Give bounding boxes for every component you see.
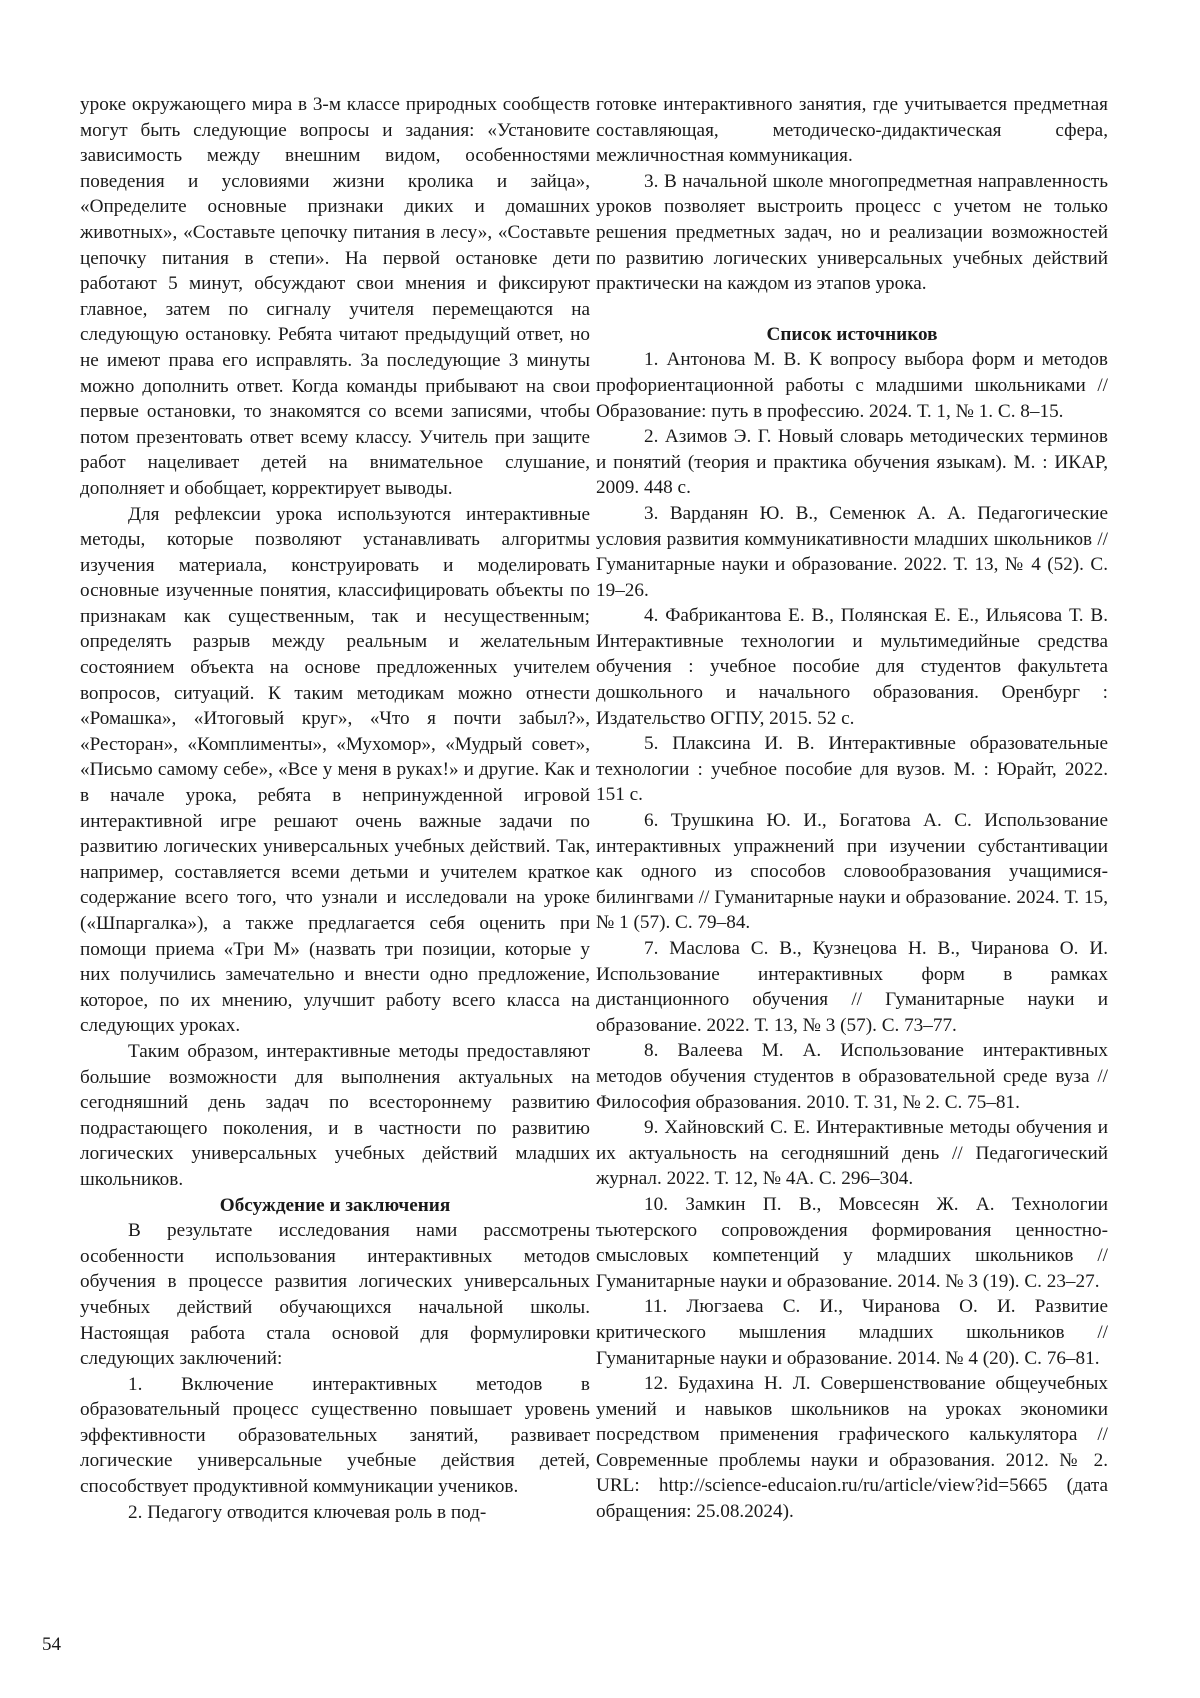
reference-list (596, 347, 1108, 1524)
conclusion-item: 3. В начальной школе многопредметная направленность уроков позволяет выстроить процесс с учетом не только решения предметных задач, но и реализации возможностей по развитию логических универсальных учебных действий практически на каждом из этапов урока. (596, 170, 1108, 295)
reference-item: 2. Азимов Э. Г. Новый словарь методических терминов и понятий (теория и практика обучения языкам). М. : ИКАР, 2009. 448 с. (596, 426, 1108, 499)
references-heading: Список источников (766, 323, 938, 345)
reference-item: 3. Варданян Ю. В., Семенюк А. А. Педагогические условия развития коммуникативности младших школьников // Гуманитарные науки и образование. 2022. Т. 13, № 4 (52). С. 19–26. (596, 502, 1108, 601)
page-number: 54 (42, 1634, 61, 1655)
reference-item: 12. Будахина Н. Л. Совершенствование общеучебных умений и навыков школьников на уроках экономики посредством применения графического калькулятора // Современные проблемы науки и образования. 2012. № 2. URL: http://science-educaion.ru/ru/article/view?id=5665 (дата обращения: 25.08.2024). (596, 1373, 1108, 1523)
reference-item: 6. Трушкина Ю. И., Богатова А. С. Использование интерактивных упражнений при изучении субстантивации как одного из способов словообразования учащимися-билингвами // Гуманитарные науки и образование. 2024. Т. 15, № 1 (57). С. 79–84. (596, 810, 1108, 934)
body-paragraph: Таким образом, интерактивные методы предоставляют большие возможности для выполнения актуальных на сегодняшний день задач по всестороннему развитию подрастающего поколения, и в частности по развитию логических универсальных учебных действий младших школьников. (80, 1040, 590, 1190)
section-heading-discussion: Обсуждение и заключения (219, 1194, 451, 1216)
conclusion-item: 1. Включение интерактивных методов в образовательный процесс существенно повышает уровень эффективности образовательных занятий, развивает логические универсальные учебные действия детей, способствует продуктивной коммуникации учеников. (80, 1373, 590, 1498)
body-paragraph: Для рефлексии урока используются интерактивные методы, которые позволяют устанавливать алгоритмы изучения материала, конструировать и моделировать основные изученные понятия, классифицировать объекты по признакам как существенным, так и несущественным; определять разрыв между реальным и желательным состоянием объекта на основе предложенных учителем вопросов, ситуаций. К таким методикам можно отнести «Ромашка», «Итоговый круг», «Что я почти забыл?», «Ресторан», «Комплименты», «Мухомор», «Мудрый совет», «Письмо самому себе», «Все у меня в руках!» и другие. Как и в начале урока, ребята в непринужденной игровой интерактивной игре решают очень важные задачи по развитию логических универсальных учебных действий. Так, например, составляется всеми детьми и учителем краткое содержание всего того, что узнали и исследовали на уроке («Шпаргалка»), а также предлагается себя оценить при помощи приема «Три М» (назвать три позиции, которые у них получились замечательно и внести одно предложение, которое, по их мнению, улучшит работу всего класса на следующих уроках. (80, 503, 590, 1037)
conclusion-item: 2. Педагогу отводится ключевая роль в под- (128, 1501, 487, 1523)
body-paragraph: уроке окружающего мира в 3-м классе природных сообществ могут быть следующие вопросы и задания: «Установите зависимость между внешним видом, особенностями поведения и условиями жизни кролика и зайца», «Определите основные признаки диких и домашних животных», «Составьте цепочку питания в лесу», «Составьте цепочку питания в степи». На первой остановке дети работают 5 минут, обсуждают свои мнения и фиксируют главное, затем по сигналу учителя перемещаются на следующую остановку. Ребята читают предыдущий ответ, но не имеют права его исправлять. За последующие 3 минуты можно дополнить ответ. Когда команды прибывают на свои первые остановки, то знакомятся со всеми записями, чтобы потом презентовать ответ всему классу. Учитель при защите работ нацеливает детей на внимательное слушание, дополняет и обобщает, корректирует выводы. (80, 94, 590, 499)
reference-item: 9. Хайновский С. Е. Интерактивные методы обучения и их актуальность на сегодняшний день // Педагогический журнал. 2022. Т. 12, № 4А. С. 296–304. (596, 1117, 1108, 1190)
body-paragraph: В результате исследования нами рассмотрены особенности использования интерактивных методов обучения в процессе развития логических универсальных учебных действий обучающихся начальной школы. Настоящая работа стала основой для формулировки следующих заключений: (80, 1220, 590, 1370)
reference-item: 11. Люгзаева С. И., Чиранова О. И. Развитие критического мышления младших школьников // Гуманитарные науки и образование. 2014. № 4 (20). С. 76–81. (596, 1296, 1108, 1369)
left-column (80, 92, 590, 1525)
reference-item: 1. Антонова М. В. К вопросу выбора форм и методов профориентационной работы с младшими школьниками // Образование: путь в профессию. 2024. Т. 1, № 1. С. 8–15. (596, 349, 1108, 422)
reference-item: 5. Плаксина И. В. Интерактивные образовательные технологии : учебное пособие для вузов. М. : Юрайт, 2022. 151 с. (596, 733, 1108, 806)
body-paragraph: готовке интерактивного занятия, где учитывается предметная составляющая, методическо-дидактическая сфера, межличностная коммуникация. (596, 94, 1108, 167)
reference-item: 10. Замкин П. В., Мовсесян Ж. А. Технологии тьютерского сопровождения формирования ценностно-смысловых компетенций у младших школьников // Гуманитарные науки и образование. 2014. № 3 (19). С. 23–27. (596, 1193, 1108, 1292)
right-column (596, 92, 1108, 1525)
reference-item: 4. Фабрикантова Е. В., Полянская Е. Е., Ильясова Т. В. Интерактивные технологии и мультимедийные средства обучения : учебное пособие для студентов факультета дошкольного и начального образования. Оренбург : Издательство ОГПУ, 2015. 52 с. (596, 605, 1108, 729)
reference-item: 7. Маслова С. В., Кузнецова Н. В., Чиранова О. И. Использование интерактивных форм в рамках дистанционного обучения // Гуманитарные науки и образование. 2022. Т. 13, № 3 (57). С. 73–77. (596, 938, 1108, 1036)
reference-item: 8. Валеева М. А. Использование интерактивных методов обучения студентов в образовательной среде вуза // Философия образования. 2010. Т. 31, № 2. С. 75–81. (596, 1040, 1108, 1113)
